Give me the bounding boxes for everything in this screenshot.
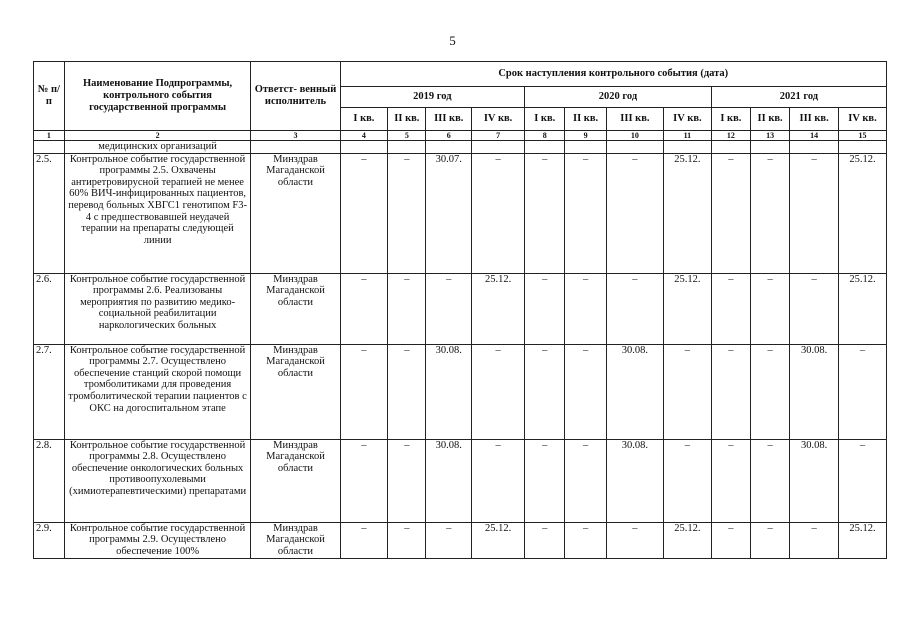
quarter-date: – [340,273,388,344]
continuation-cell [472,141,525,154]
column-number: 11 [664,131,712,141]
quarter-date: 30.08. [790,439,839,522]
header-responsible: Ответст- венный исполнитель [251,62,340,131]
quarter-date: – [565,522,606,558]
continuation-cell [711,141,750,154]
continuation-cell [340,141,388,154]
header-num: № п/п [34,62,65,131]
column-number: 12 [711,131,750,141]
quarter-date: – [565,273,606,344]
quarter-date: – [565,153,606,273]
row-number: 2.6. [34,273,65,344]
quarter-date: – [472,439,525,522]
continuation-cell [606,141,663,154]
column-number: 8 [525,131,565,141]
quarter-date: 30.08. [790,344,839,439]
quarter-date: – [340,344,388,439]
column-number: 15 [839,131,887,141]
continuation-cell [34,141,65,154]
quarter-date: 25.12. [472,522,525,558]
quarter-date: – [472,344,525,439]
quarter-date: – [525,153,565,273]
quarter-date: – [751,344,790,439]
quarter-date: – [472,153,525,273]
quarter-date: 25.12. [472,273,525,344]
quarter-date: – [565,439,606,522]
column-number: 13 [751,131,790,141]
quarter-date: 25.12. [664,153,712,273]
quarter-date: – [565,344,606,439]
quarter-date: – [525,273,565,344]
row-number: 2.7. [34,344,65,439]
quarter-date: 30.08. [606,439,663,522]
header-name: Наименование Подпрограммы, контрольного события государственной программы [64,62,251,131]
row-number: 2.5. [34,153,65,273]
quarter-date: – [606,522,663,558]
row-number: 2.8. [34,439,65,522]
quarter-date: – [751,153,790,273]
quarter-date: – [388,522,426,558]
quarter-date: – [839,344,887,439]
quarter-date: 30.07. [426,153,472,273]
header-quarter: II кв. [565,108,606,131]
quarter-date: – [751,439,790,522]
quarter-date: – [525,439,565,522]
continuation-cell [565,141,606,154]
table-row [34,153,887,273]
header-quarter: IV кв. [839,108,887,131]
quarter-date: – [388,344,426,439]
quarter-date: – [711,344,750,439]
header-year-2020: 2020 год [525,87,712,108]
continuation-text: медицинских организаций [64,141,251,154]
continuation-cell [388,141,426,154]
table-row [34,439,887,522]
quarter-date: – [711,439,750,522]
column-number: 1 [34,131,65,141]
quarter-date: – [426,522,472,558]
quarter-date: – [525,522,565,558]
quarter-date: 25.12. [839,273,887,344]
responsible-executor: Минздрав Магаданской области [251,522,340,558]
table-row [34,273,887,344]
header-quarter: III кв. [790,108,839,131]
quarter-date: – [388,273,426,344]
quarter-date: – [606,153,663,273]
continuation-cell [790,141,839,154]
quarter-date: – [388,439,426,522]
quarter-date: – [711,153,750,273]
header-quarter: I кв. [525,108,565,131]
quarter-date: – [751,522,790,558]
quarter-date: – [711,522,750,558]
event-name: Контрольное событие государственной программы 2.8. Осуществлено обеспечение онкологических больных противоопухолевыми (химиотерапевтическими) препаратами [64,439,251,522]
quarter-date: – [664,344,712,439]
quarter-date: 30.08. [606,344,663,439]
table-row [34,522,887,558]
event-name: Контрольное событие государственной программы 2.5. Охвачены антиретровирусной терапией не менее 60% ВИЧ-инфицированных пациентов, перевод больных ХВГС1 генотипом F3-4 с предшествовавшей неудачей терапии на препараты следующей линии [64,153,251,273]
quarter-date: – [664,439,712,522]
responsible-executor: Минздрав Магаданской области [251,273,340,344]
header-quarter: III кв. [606,108,663,131]
quarter-date: 25.12. [664,273,712,344]
column-number: 2 [64,131,251,141]
continuation-cell [751,141,790,154]
header-quarter: I кв. [340,108,388,131]
quarter-date: – [340,522,388,558]
header-quarter: III кв. [426,108,472,131]
quarter-date: – [340,153,388,273]
header-quarter: II кв. [751,108,790,131]
responsible-executor: Минздрав Магаданской области [251,439,340,522]
column-number: 5 [388,131,426,141]
header-quarter: IV кв. [664,108,712,131]
table-row [34,344,887,439]
quarter-date: 30.08. [426,439,472,522]
quarter-date: – [790,522,839,558]
quarter-date: 25.12. [839,522,887,558]
header-quarter: IV кв. [472,108,525,131]
responsible-executor: Минздрав Магаданской области [251,153,340,273]
quarter-date: – [839,439,887,522]
quarter-date: – [711,273,750,344]
row-number: 2.9. [34,522,65,558]
quarter-date: – [388,153,426,273]
continuation-cell [426,141,472,154]
quarter-date: 30.08. [426,344,472,439]
responsible-executor: Минздрав Магаданской области [251,344,340,439]
continuation-cell [251,141,340,154]
column-number: 4 [340,131,388,141]
column-number: 7 [472,131,525,141]
quarter-date: – [790,273,839,344]
event-name: Контрольное событие государственной программы 2.9. Осуществлено обеспечение 100% [64,522,251,558]
continuation-cell [525,141,565,154]
header-quarter: I кв. [711,108,750,131]
quarter-date: – [606,273,663,344]
header-quarter: II кв. [388,108,426,131]
header-year-2021: 2021 год [711,87,886,108]
continuation-cell [839,141,887,154]
column-number: 9 [565,131,606,141]
column-number: 14 [790,131,839,141]
quarter-date: – [426,273,472,344]
column-number: 10 [606,131,663,141]
quarter-date: – [525,344,565,439]
header-year-2019: 2019 год [340,87,525,108]
event-name: Контрольное событие государственной программы 2.7. Осуществлено обеспечение станций скорой помощи тромболитиками для проведения тромболитической терапии пациентов с ОКС на догоспитальном этапе [64,344,251,439]
page-number: 5 [449,33,456,48]
header-deadline: Срок наступления контрольного события (дата) [340,62,886,87]
control-events-table [33,61,887,559]
quarter-date: 25.12. [839,153,887,273]
quarter-date: – [751,273,790,344]
event-name: Контрольное событие государственной программы 2.6. Реализованы мероприятия по развитию медико-социальной реабилитации наркологических больных [64,273,251,344]
continuation-cell [664,141,712,154]
column-number: 3 [251,131,340,141]
quarter-date: – [340,439,388,522]
column-number: 6 [426,131,472,141]
quarter-date: – [790,153,839,273]
quarter-date: 25.12. [664,522,712,558]
